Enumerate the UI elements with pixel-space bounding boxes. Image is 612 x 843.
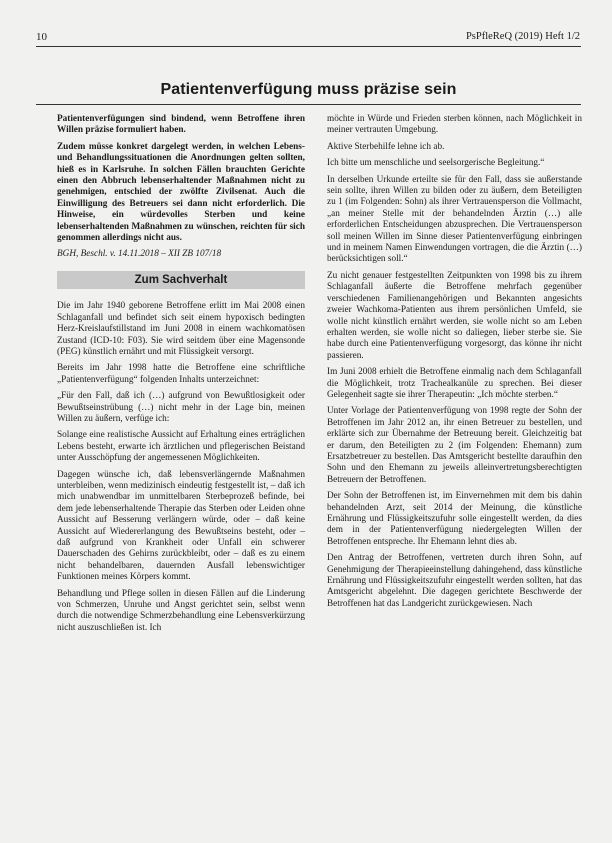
court-citation: BGH, Beschl. v. 14.11.2018 – XII ZB 107/18 bbox=[57, 249, 222, 260]
quote-paragraph: möchte in Würde und Frieden sterben können, nach Möglichkeit in meiner vertrauten Umgebung. bbox=[327, 114, 582, 136]
quote-paragraph: Aktive Sterbehilfe lehne ich ab. bbox=[327, 141, 445, 152]
body-paragraph: Den Antrag der Betroffenen, vertreten durch ihren Sohn, auf Genehmigung der Therapieeinstellung dahingehend, dass künstliche Ernährung und Flüssigkeitszufuhr eingestellt werden sollten, hat das Amtsgericht abgelehnt. Die dagegen gerichtete Beschwerde der Betroffenen hat das Landgericht zurückgewiesen. Nach bbox=[327, 553, 582, 609]
body-paragraph: Unter Vorlage der Patientenverfügung von 1998 regte der Sohn der Betroffenen im Jahr 2012 an, ihr einen Betreuer zu bestellen, und erklärte sich zur Übernahme der Betreuung bereit. Gleichzeitig bat er darum, den Beteiligten zu 2 (im Folgenden: Ehemann) zum Ersatzbetreuer zu bestellen. Das Amtsgericht bestellte daraufhin den Sohn und den Ehemann zu jeweils alleinvertretungsberechtigten Betreuern der Betroffenen. bbox=[327, 406, 582, 485]
quote-paragraph: Ich bitte um menschliche und seelsorgerische Begleitung.“ bbox=[327, 158, 545, 169]
section-heading: Zum Sachverhalt bbox=[57, 271, 305, 289]
body-paragraph: Die im Jahr 1940 geborene Betroffene erlitt im Mai 2008 einen Schlaganfall und befindet sich seit einem hypoxisch bedingten Herz-Kreislaufstillstand im Juni 2008 in einem wachkomatösen Zustand (ICD-10: F03). Sie wird seitdem über eine Magensonde (PEG) künstlich ernährt und mit Flüssigkeit versorgt. bbox=[57, 301, 305, 357]
body-paragraph: Zu nicht genauer festgestellten Zeitpunkten von 1998 bis zu ihrem Schlaganfall äußerte die Betroffene mehrfach gegenüber verschiedenen Familienangehörigen und Bekannten angesichts zweier Wachkoma-Patienten aus ihrem persönlichen Umfeld, sie wolle nicht künstlich ernährt werden, sie wolle nicht so am Leben erhalten werden, sie wolle nicht so daliegen, lieber sterbe sie. Sie habe durch eine Patientenverfügung vorgesorgt, das könne ihr nicht passieren. bbox=[327, 270, 582, 361]
body-paragraph: In derselben Urkunde erteilte sie für den Fall, dass sie außerstande sein sollte, ihren Willen zu bilden oder zu äußern, dem Beteiligten zu 1 (im Folgenden: Sohn) als ihrer Vertrauensperson die Vollmacht, „an meiner Stelle mit der behandelnden Ärztin (…) alle erforderlichen Entscheidungen abzusprechen. Die Vertrauensperson soll meinen Willen im Sinne dieser Patientenverfügung einbringen und in meinem Namen Einwendungen vortragen, die die Ärztin (…) berücksichtigen soll.“ bbox=[327, 174, 582, 265]
right-column bbox=[327, 114, 582, 615]
left-column bbox=[57, 114, 305, 639]
article-title: Patientenverfügung muss präzise sein bbox=[160, 81, 457, 98]
page-number: 10 bbox=[36, 31, 47, 43]
header-rule bbox=[36, 46, 581, 47]
lead-paragraph-1: Patientenverfügungen sind bindend, wenn Betroffene ihren Willen präzise formuliert haben. bbox=[57, 114, 305, 136]
quote-paragraph: „Für den Fall, daß ich (…) aufgrund von Bewußtlosigkeit oder Bewußtseinstrübung (…) nicht mehr in der Lage bin, meinen Willen zu äußern, verfüge ich: bbox=[57, 391, 305, 424]
lead-paragraph-2: Zudem müsse konkret dargelegt werden, in welchen Lebens- und Behandlungssituationen die Anordnungen gelten sollten, hieß es in Karlsruhe. In solchen Fällen brauchten Gerichte einen den Abbruch lebenserhaltender Maßnahmen nicht zu genehmigen, entschied der zwölfte Zivilsenat. Auch die Einwilligung des Betreuers sei dann nicht erforderlich. Die Hinweise, ein würdevolles Sterben und keine lebenserhaltenden Maßnahmen zu wünschen, reichten für sich genommen allerdings nicht aus. bbox=[57, 141, 305, 244]
body-paragraph: Bereits im Jahr 1998 hatte die Betroffene eine schriftliche „Patientenverfügung“ folgenden Inhalts unterzeichnet: bbox=[57, 363, 305, 385]
quote-paragraph: Behandlung und Pflege sollen in diesen Fällen auf die Linderung von Schmerzen, Unruhe und Angst gerichtet sein, selbst wenn durch die notwendige Schmerzbehandlung eine Lebensverkürzung nicht auszuschließen ist. Ich bbox=[57, 588, 305, 633]
body-paragraph: Der Sohn der Betroffenen ist, im Einvernehmen mit dem bis dahin behandelnden Arzt, seit 2014 der Meinung, die künstliche Ernährung und Flüssigkeitszufuhr solle eingestellt werden, da dies dem in der Patientenverfügung niedergelegten Willen der Betroffenen entspreche. Ihr Ehemann lehnt dies ab. bbox=[327, 491, 582, 547]
title-rule bbox=[36, 104, 581, 105]
quote-paragraph: Solange eine realistische Aussicht auf Erhaltung eines erträglichen Lebens besteht, erwarte ich ärztlichen und pflegerischen Beistand unter Ausschöpfung der angemessenen Möglichkeiten. bbox=[57, 430, 305, 464]
quote-paragraph: Dagegen wünsche ich, daß lebensverlängernde Maßnahmen unterbleiben, wenn medizinisch eindeutig festgestellt ist, – daß ich mich unabwendbar im unmittelbaren Sterbeprozeß befinde, bei dem jede lebenserhaltende Therapie das Sterben oder Leiden ohne Aussicht auf Besserung verlängern würde, oder – daß keine Aussicht auf Wiedererlangung des Bewußtseins besteht, oder – daß aufgrund von Krankheit oder Unfall ein schwerer Dauerschaden des Gehirns zurückbleibt, oder – daß es zu einem nicht behandelbaren, dauernden Ausfall lebenswichtiger Funktionen meines Körpers kommt. bbox=[57, 469, 305, 583]
body-paragraph: Im Juni 2008 erhielt die Betroffene einmalig nach dem Schlaganfall die Möglichkeit, trotz Trachealkanüle zu sprechen. Bei dieser Gelegenheit sagte sie ihrer Therapeutin: „Ich möchte sterben.“ bbox=[327, 367, 582, 400]
journal-reference: PsPfleReQ (2019) Heft 1/2 bbox=[465, 31, 580, 42]
